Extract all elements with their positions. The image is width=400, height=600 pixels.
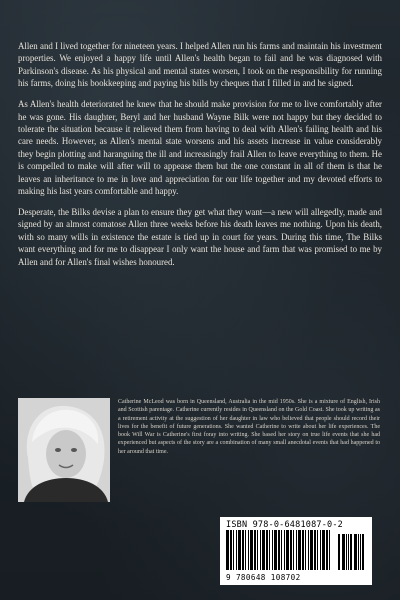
barcode-addon-bar bbox=[342, 534, 345, 570]
barcode-bar bbox=[262, 530, 265, 570]
barcode-bar bbox=[272, 530, 273, 570]
barcode-bar bbox=[293, 530, 294, 570]
barcode-bar bbox=[245, 530, 246, 570]
barcode-bar bbox=[257, 530, 258, 570]
barcode-addon-bar bbox=[358, 534, 359, 570]
barcode-bar bbox=[269, 530, 270, 570]
author-bio: Catherine McLeod was born in Queensland, Australia in the mid 1950s. She is a mixture of English, Irish and Scottish parentage. Catherine currently resides in Queensland on the Gold Coast. She took up writing as a retirement activity at the suggestion of her daughter in law who believed that people should record their lives for the benefit of future generations. She wanted Catherine to write about her life experiences. The book Will War is Catherine's first foray into writing. She based her story on true life events that she had experienced but aspects of the story are a combination of many small anecdotal events that had happened to her around that time. bbox=[118, 399, 380, 455]
barcode-bar bbox=[296, 530, 297, 570]
isbn-label: ISBN 978-0-6481087-0-2 bbox=[226, 520, 343, 530]
barcode-bar bbox=[310, 530, 313, 570]
barcode-addon-bar bbox=[362, 534, 364, 570]
barcode-addon-bar bbox=[338, 534, 340, 570]
barcode-addon-bar bbox=[346, 534, 347, 570]
barcode-bar bbox=[320, 530, 321, 570]
barcode-bar bbox=[248, 530, 249, 570]
barcode-bar bbox=[308, 530, 309, 570]
blurb-paragraph: Desperate, the Bilks devise a plan to ensure they get what they want—a new will allegedly, made and signed by an almost comatose Allen three weeks before his death leaves me nothing. Upon his death, with so many wills in existence the estate is tied up in court for years. During this time, The Bilks want everything and for me to disappear I only want the house and farm that was promised to me by Allen and for Allen's final wishes honoured. bbox=[18, 206, 382, 267]
barcode-bar bbox=[305, 530, 306, 570]
barcode-bar bbox=[254, 530, 256, 570]
barcode-bar bbox=[329, 530, 330, 570]
barcode-addon-bar bbox=[354, 534, 357, 570]
barcode-bar bbox=[274, 530, 277, 570]
barcode-addon-bar bbox=[348, 534, 349, 570]
barcode-bar bbox=[298, 530, 301, 570]
barcode-bar bbox=[278, 530, 280, 570]
barcode-bar bbox=[242, 530, 244, 570]
barcode-addon-bar bbox=[350, 534, 352, 570]
barcode-bar bbox=[284, 530, 285, 570]
barcode-bar bbox=[326, 530, 328, 570]
barcode-bar bbox=[317, 530, 318, 570]
barcode-bar bbox=[260, 530, 261, 570]
barcode-bar bbox=[238, 530, 241, 570]
barcode-number: 9 780648 108702 bbox=[226, 573, 301, 582]
barcode-bars bbox=[224, 530, 368, 572]
barcode-addon-bar bbox=[360, 534, 361, 570]
barcode-bar bbox=[286, 530, 289, 570]
barcode-bar bbox=[290, 530, 292, 570]
barcode-bar bbox=[322, 530, 325, 570]
blurb-paragraph: As Allen's health deteriorated he knew that he should make provision for me to live comfortably after he was gone. His daughter, Beryl and her husband Wayne Bilk were not happy but they decided to tolerate the situation because it relieved them from having to deal with Allen's failing health and his care needs. However, as Allen's mental state worsens and his assets increase in value considerably they begin plotting and haranguing the ill and increasingly frail Allen to leave everything to them. He is compelled to make will after will to appease them but the one constant in all of them is that he leaves an inheritance to me in love and appreciation for our life together and my devoted efforts to making his last years comfortable and happy. bbox=[18, 99, 382, 196]
barcode-bar bbox=[230, 530, 232, 570]
barcode-bar bbox=[266, 530, 268, 570]
barcode-bar bbox=[314, 530, 316, 570]
author-photo bbox=[18, 398, 110, 502]
barcode-bar bbox=[226, 530, 229, 570]
blurb-paragraph: Allen and I lived together for nineteen years. I helped Allen run his farms and maintain his investment properties. We enjoyed a happy life until Allen's health began to fail and he was diagnosed with Parkinson's disease. As his physical and mental states worsen, I took on the responsibility for running his farms, doing his bookkeeping and paying his bills by cheques that I filled in and he signed. bbox=[18, 41, 382, 89]
barcode-bar bbox=[250, 530, 253, 570]
barcode-bar bbox=[302, 530, 304, 570]
barcode-bar bbox=[233, 530, 234, 570]
isbn-barcode bbox=[220, 517, 372, 585]
barcode-bar bbox=[236, 530, 237, 570]
blurb-text bbox=[18, 40, 382, 276]
barcode-bar bbox=[281, 530, 282, 570]
